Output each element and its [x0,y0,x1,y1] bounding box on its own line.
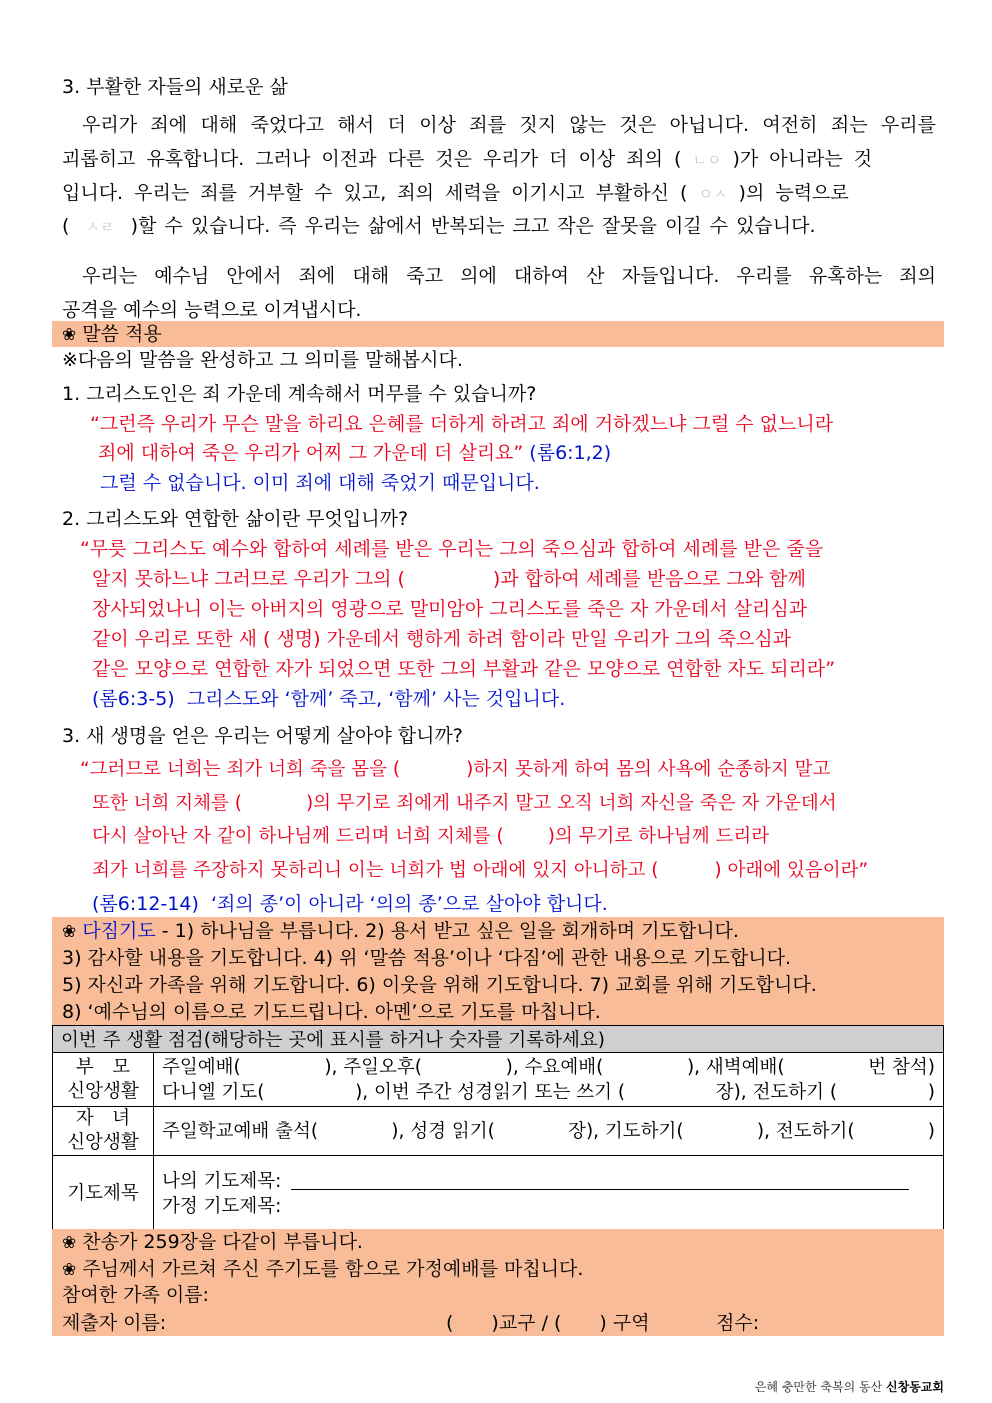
my-prayer-line: 나의 기도제목: [162,1169,935,1194]
verse-line: 같이 우리로 또한 새 ( 생명) 가운데서 행하게 하려 함이라 만일 우리가 그의 죽으심과 [92,628,792,650]
hymn-line: ❀ 찬송가 259장을 다같이 부릅니다. [62,1231,363,1253]
paragraph-line: 우리가 죄에 대해 죽었다고 해서 더 이상 죄를 짓지 않는 것은 아닙니다. 여전히 죄는 우리를 [82,114,936,136]
parents-row-2: 다니엘 기도( ), 이번 주간 성경읽기 또는 쓰기 ( 장), 전도하기 ( ) [162,1081,935,1103]
verse-line: 죄가 너희를 주장하지 못하리니 이는 너희가 법 아래에 있지 아니하고 ( ) 아래에 있음이라” [92,860,869,881]
parents-label: 부 모 신앙생활 [53,1053,154,1107]
church-logo: 신창동교회 [886,1380,944,1394]
verse-line: 죄에 대하여 죽은 우리가 어찌 그 가운데 더 살리요” (롬6:1,2) [98,442,612,464]
prayer-line: 5) 자신과 가족을 위해 기도합니다. 6) 이웃을 위해 기도합니다. 7) 교회를 위해 기도합니다. [62,974,817,996]
question-1: 1. 그리스도인은 죄 가운데 계속해서 머무를 수 있습니까? [62,383,537,405]
parish-field[interactable]: ( )교구 / ( ) 구역 [446,1312,650,1334]
answer-2: (롬6:3-5) 그리스도와 ‘함께’ 죽고, ‘함께’ 사는 것입니다. [92,688,566,710]
flower-icon: ❀ [62,1260,77,1280]
blank-hint: ㅇㅅ [698,185,728,203]
verse-line: 알지 못하느냐 그러므로 우리가 그의 ( )과 합하여 세례를 받음으로 그와 함께 [92,568,806,590]
flower-icon: ❀ [62,1233,77,1253]
lords-prayer-line: ❀ 주님께서 가르쳐 주신 주기도를 함으로 가정예배를 마칩니다. [62,1258,584,1280]
children-row: 주일학교예배 출석( ), 성경 읽기( 장), 기도하기( ), 전도하기( ) [162,1120,935,1142]
flower-icon: ❀ [62,922,77,942]
instruction: ※다음의 말씀을 완성하고 그 의미를 말해봅시다. [62,349,463,371]
flower-icon: ❀ [62,325,77,345]
children-cell[interactable] [154,1107,944,1156]
prayer-line: ❀ 다짐기도 - 1) 하나님을 부릅니다. 2) 용서 받고 싶은 일을 회개하며 기도합니다. [62,920,739,942]
verse-line: “그러므로 너희는 죄가 너희 죽을 몸을 ( )하지 못하게 하여 몸의 사욕에 순종하지 말고 [80,759,831,780]
footer: 은혜 충만한 축복의 동산 신창동교회 [754,1380,944,1394]
prayer-topics-label: 기도제목 [53,1156,154,1232]
parents-cell[interactable] [154,1053,944,1107]
paragraph-line: 입니다. 우리는 죄를 거부할 수 있고, 죄의 세력을 이기시고 부활하신 ( ㅇㅅ )의 능력으로 [62,182,849,204]
verse-line: “무릇 그리스도 예수와 합하여 세례를 받은 우리는 그의 죽으심과 합하여 세례를 받은 줄을 [80,538,824,560]
application-header-band [52,321,944,347]
verse-line: 같은 모양으로 연합한 자가 되었으면 또한 그의 부활과 같은 모양으로 연합한 자도 되리라” [92,658,836,680]
blank-hint: ㄴㅇ [692,151,722,169]
answer-3: (롬6:12-14) ‘죄의 종’이 아니라 ‘의의 종’으로 살아야 합니다. [92,893,608,915]
section-title: 3. 부활한 자들의 새로운 삶 [62,76,288,98]
paragraph-line: 우리는 예수님 안에서 죄에 대해 죽고 의에 대하여 산 자들입니다. 우리를 유혹하는 죄의 [82,265,936,287]
blank-hint: ㅅㄹ [85,218,115,236]
paragraph-line: ( ㅅㄹ )할 수 있습니다. 즉 우리는 삶에서 반복되는 크고 작은 잘못을 이길 수 있습니다. [62,215,816,237]
submitter-label: 제출자 이름: [62,1312,167,1334]
family-prayer-line: 가정 기도제목: [162,1195,282,1217]
question-3: 3. 새 생명을 얻은 우리는 어떻게 살아야 합니까? [62,725,463,747]
prayer-line: 8) ‘예수님의 이름으로 기도드립니다. 아멘’으로 기도를 마칩니다. [62,1001,601,1023]
prayer-topics-cell[interactable] [154,1156,944,1232]
application-header: ❀ 말씀 적용 [62,323,162,345]
question-2: 2. 그리스도와 연합한 삶이란 무엇입니까? [62,508,409,530]
paragraph-line: 괴롭히고 유혹합니다. 그러나 이전과 다른 것은 우리가 더 이상 죄의 ( ㄴㅇ )가 아니라는 것 [62,148,873,170]
weekly-checklist [52,1025,944,1232]
participants-label: 참여한 가족 이름: [62,1284,209,1306]
verse-line: 또한 너희 지체를 ( )의 무기로 죄에게 내주지 말고 오직 너희 자신을 죽은 자 가운데서 [92,793,837,814]
verse-line: “그런즉 우리가 무슨 말을 하리요 은혜를 더하게 하려고 죄에 거하겠느냐 그럴 수 없느니라 [90,413,834,435]
paragraph-line: 공격을 예수의 능력으로 이겨냅시다. [62,299,362,321]
prayer-line: 3) 감사할 내용을 기도합니다. 4) 위 ‘말씀 적용’이나 ‘다짐’에 관한 내용으로 기도합니다. [62,947,792,969]
children-label: 자 녀 신앙생활 [53,1107,154,1156]
answer-1: 그럴 수 없습니다. 이미 죄에 대해 죽었기 때문입니다. [100,472,540,494]
parents-row-1: 주일예배( ), 주일오후( ), 수요예배( ), 새벽예배( 번 참석) [162,1056,935,1078]
verse-line: 다시 살아난 자 같이 하나님께 드리며 너희 지체를 ( )의 무기로 하나님께 드리라 [92,826,770,847]
checklist-header: 이번 주 생활 점검(해당하는 곳에 표시를 하거나 숫자를 기록하세요) [53,1026,944,1053]
verse-line: 장사되었나니 이는 아버지의 영광으로 말미암아 그리스도를 죽은 자 가운데서 살리심과 [92,598,808,620]
write-line[interactable] [291,1173,909,1190]
score-label: 점수: [716,1312,760,1334]
